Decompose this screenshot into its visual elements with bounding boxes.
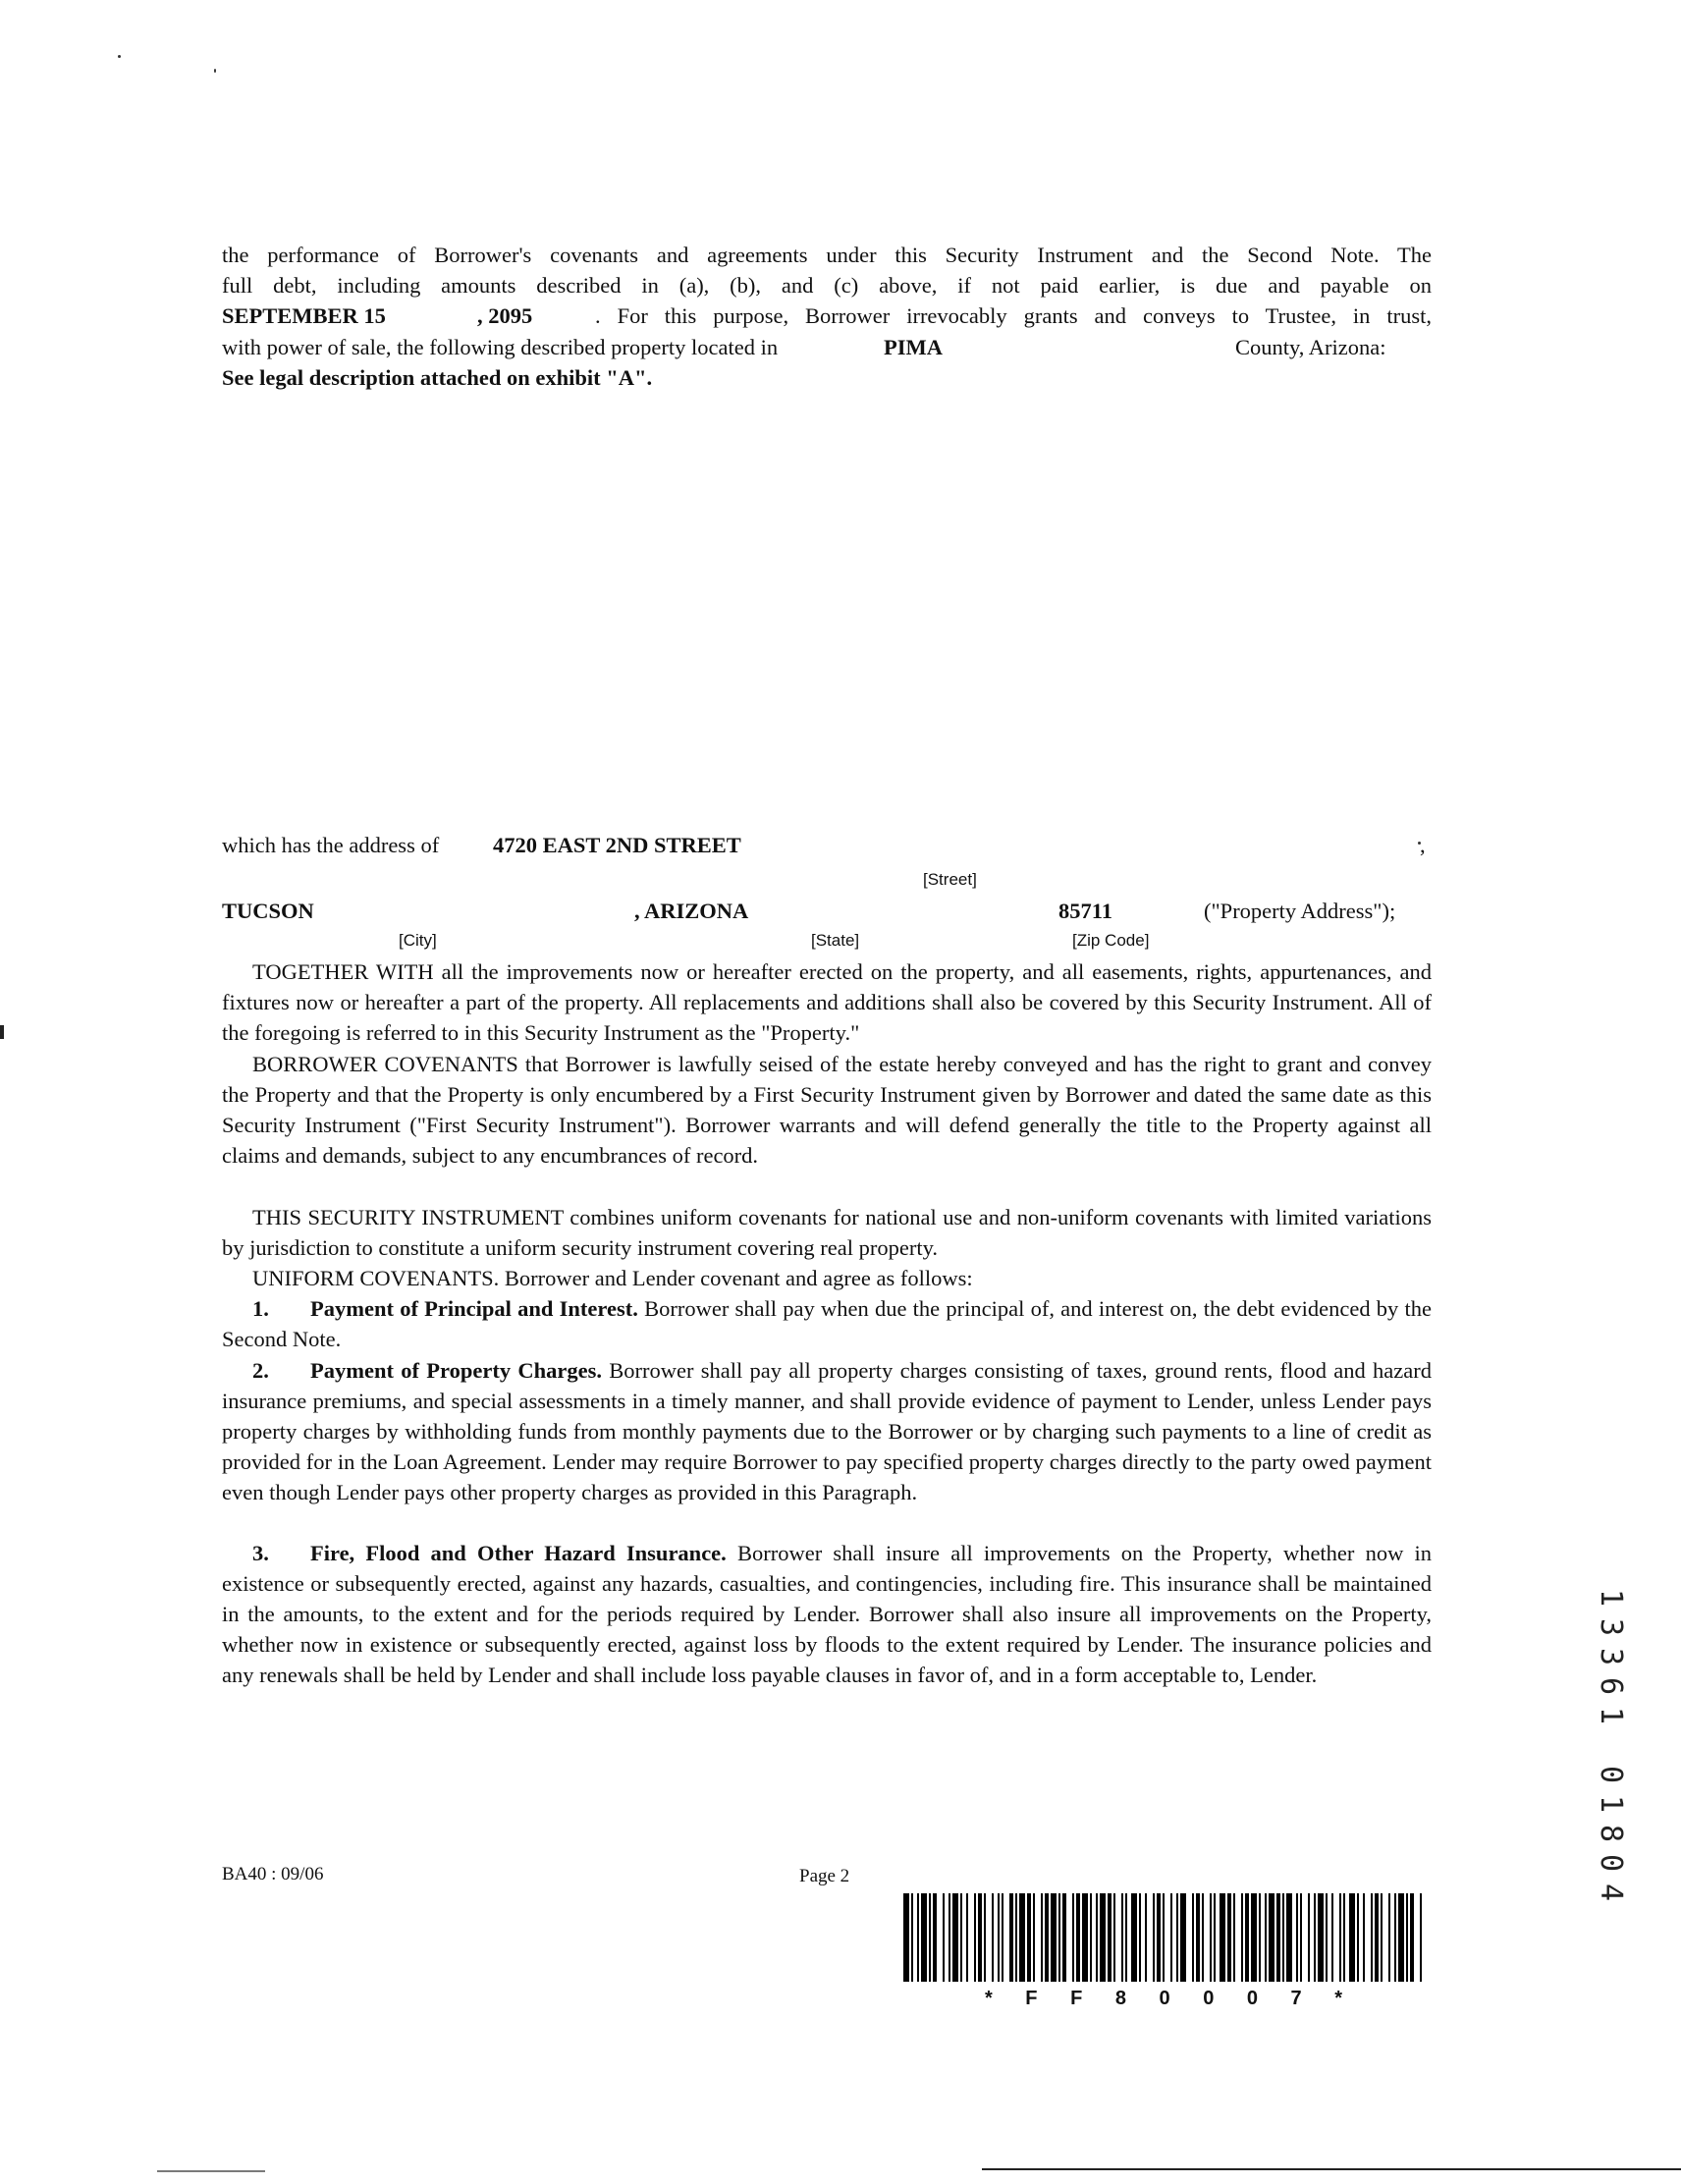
barcode-bar	[1192, 1893, 1194, 1982]
barcode-bars	[903, 1893, 1422, 1982]
city-caption: [City]	[399, 931, 437, 950]
barcode-bar	[1072, 1893, 1074, 1982]
barcode-bar	[1076, 1893, 1080, 1982]
barcode-bar	[1388, 1893, 1390, 1982]
covenant-2-paragraph	[222, 1355, 1432, 1507]
intro-line-1: the performance of Borrower's covenants and agreements under this Security Instrument and the Second Note. The	[222, 243, 1432, 267]
barcode-bar	[984, 1893, 986, 1982]
county-suffix: County, Arizona:	[1235, 335, 1386, 359]
due-date-year: , 2095	[477, 303, 533, 328]
barcode-bar	[1357, 1893, 1359, 1982]
covenant-1-title: Payment of Principal and Interest.	[310, 1296, 638, 1321]
zip-caption: [Zip Code]	[1072, 931, 1150, 950]
side-number-char: 6	[1594, 1676, 1628, 1696]
barcode	[901, 1893, 1426, 1988]
barcode-bar	[1062, 1893, 1066, 1982]
barcode-bar	[1090, 1893, 1092, 1982]
scan-speck	[214, 69, 216, 73]
street-caption: [Street]	[923, 870, 977, 889]
barcode-bar	[1381, 1893, 1383, 1982]
barcode-bar	[1196, 1893, 1200, 1982]
barcode-bar	[1406, 1893, 1408, 1982]
barcode-bar	[978, 1893, 982, 1982]
scan-edge-line	[982, 2168, 1681, 2170]
covenant-3-title: Fire, Flood and Other Hazard Insurance.	[310, 1541, 727, 1565]
barcode-bar	[1125, 1893, 1127, 1982]
barcode-bar	[1286, 1893, 1292, 1982]
property-zip: 85711	[1058, 899, 1113, 923]
barcode-bar	[1176, 1893, 1178, 1982]
uniform-covenants-text: UNIFORM COVENANTS. Borrower and Lender covenant and agree as follows:	[252, 1266, 973, 1290]
barcode-bar	[1308, 1893, 1310, 1982]
barcode-bar	[1296, 1893, 1298, 1982]
barcode-bar	[1331, 1893, 1333, 1982]
barcode-bar	[1180, 1893, 1186, 1982]
barcode-bar	[1410, 1893, 1414, 1982]
barcode-bar	[1227, 1893, 1231, 1982]
form-code: BA40 : 09/06	[222, 1864, 324, 1884]
covenant-2-body: Borrower shall pay all property charges consisting of taxes, ground rents, flood and hazard insurance premiums, and special assessments in a timely manner, and shall provide evidence of payment to Lender, unless Lender pays property charges by withholding funds from monthly payments due to the Borrower or by charging such payments to a line of credit as provided for in the Loan Agreement. Lender may require Borrower to pay specified property charges directly to the party owed payment even though Lender pays other property charges as provided in this Paragraph.	[222, 1358, 1432, 1504]
barcode-bar	[1121, 1893, 1123, 1982]
barcode-bar	[1326, 1893, 1328, 1982]
barcode-bar	[903, 1893, 909, 1982]
side-number-char: 1	[1594, 1588, 1628, 1608]
this-security-instrument-paragraph	[222, 1202, 1432, 1263]
borrower-covenants-text: BORROWER COVENANTS that Borrower is lawfully seised of the estate hereby conveyed and has the right to grant and convey the Property and that the Property is only encumbered by a First Security Instrument given by Borrower and dated the same date as this Security Instrument ("First Security Instrument"). Borrower warrants and will defend generally the title to the Property against all claims and demands, subject to any encumbrances of record.	[222, 1052, 1432, 1168]
barcode-bar	[1220, 1893, 1225, 1982]
barcode-bar	[974, 1893, 976, 1982]
barcode-bar	[1163, 1893, 1165, 1982]
covenant-3-number: 3.	[252, 1541, 269, 1565]
borrower-covenants-paragraph	[222, 1049, 1432, 1171]
barcode-bar	[921, 1893, 927, 1982]
barcode-bar	[1131, 1893, 1137, 1982]
barcode-bar	[943, 1893, 945, 1982]
covenant-3-body: Borrower shall insure all improvements on the Property, whether now in existence or subsequently erected, against any hazards, casualties, and contingencies, including fire. This insurance shall be maintained in the amounts, to the extent and for the periods required by Lender. Borrower shall also insure all improvements on the Property, whether now in existence or subsequently erected, against loss by floods to the extent required by Lender. The insurance policies and any renewals shall be held by Lender and shall include loss payable clauses in favor of, and in a form acceptable to, Lender.	[222, 1541, 1433, 1687]
barcode-bar	[1259, 1893, 1261, 1982]
covenant-3-paragraph	[222, 1538, 1432, 1690]
barcode-bar	[1096, 1893, 1098, 1982]
barcode-bar	[1349, 1893, 1355, 1982]
together-with-paragraph	[222, 956, 1432, 1048]
barcode-bar	[1210, 1893, 1212, 1982]
barcode-bar	[1027, 1893, 1031, 1982]
barcode-bar	[917, 1893, 919, 1982]
barcode-bar	[1233, 1893, 1235, 1982]
property-city: TUCSON	[222, 899, 314, 923]
side-number-char: 0	[1594, 1765, 1628, 1784]
barcode-bar	[960, 1893, 962, 1982]
barcode-bar	[1145, 1893, 1147, 1982]
state-caption: [State]	[811, 931, 860, 950]
side-number-char: 3	[1594, 1617, 1628, 1637]
side-number-char: 0	[1594, 1853, 1628, 1873]
barcode-bar	[1343, 1893, 1345, 1982]
barcode-bar	[1420, 1893, 1422, 1982]
barcode-bar	[1251, 1893, 1257, 1982]
barcode-bar	[1241, 1893, 1243, 1982]
barcode-bar	[1108, 1893, 1112, 1982]
barcode-bar	[1339, 1893, 1341, 1982]
barcode-bar	[1282, 1893, 1284, 1982]
covenant-2-title: Payment of Property Charges.	[310, 1358, 602, 1383]
side-number-char: 3	[1594, 1647, 1628, 1666]
barcode-bar	[1398, 1893, 1404, 1982]
barcode-bar	[1265, 1893, 1267, 1982]
barcode-bar	[1245, 1893, 1249, 1982]
barcode-bar	[1153, 1893, 1155, 1982]
barcode-bar	[1100, 1893, 1106, 1982]
intro-line-3: . For this purpose, Borrower irrevocably grants and conveys to Trustee, in trust,	[595, 303, 1432, 328]
property-street: 4720 EAST 2ND STREET	[493, 833, 741, 857]
barcode-bar	[1314, 1893, 1316, 1982]
barcode-bar	[949, 1893, 950, 1982]
barcode-bar	[911, 1893, 913, 1982]
scan-speck	[118, 55, 121, 58]
barcode-bar	[1371, 1893, 1373, 1982]
due-date-month-day: SEPTEMBER 15	[222, 303, 386, 328]
barcode-text: * F F 8 0 0 0 7 *	[984, 1988, 1343, 2009]
barcode-bar	[992, 1893, 994, 1982]
barcode-bar	[1202, 1893, 1204, 1982]
covenant-2-number: 2.	[252, 1358, 269, 1383]
barcode-bar	[952, 1893, 958, 1982]
barcode-bar	[1269, 1893, 1274, 1982]
intro-line-4: with power of sale, the following described property located in	[222, 335, 779, 359]
barcode-bar	[929, 1893, 931, 1982]
barcode-bar	[1394, 1893, 1396, 1982]
barcode-bar	[998, 1893, 1000, 1982]
barcode-bar	[1045, 1893, 1049, 1982]
scan-edge-line	[0, 1025, 4, 1039]
together-with-text: TOGETHER WITH all the improvements now or hereafter erected on the property, and all easements, rights, appurtenances, and fixtures now or hereafter a part of the property. All replacements and additions shall also be covered by this Security Instrument. All of the foregoing is referred to in this Security Instrument as the "Property."	[222, 959, 1432, 1045]
uniform-covenants-paragraph	[222, 1263, 1432, 1293]
page-number: Page 2	[799, 1866, 850, 1886]
barcode-bar	[1318, 1893, 1324, 1982]
side-number-char: 1	[1594, 1706, 1628, 1725]
barcode-bar	[1276, 1893, 1280, 1982]
side-document-number	[1591, 1583, 1630, 1907]
covenant-1-body: Borrower shall pay when due the principal of, and interest on, the debt evidenced by the Second Note.	[222, 1296, 1433, 1351]
barcode-bar	[933, 1893, 937, 1982]
barcode-bar	[1375, 1893, 1379, 1982]
barcode-bar	[1082, 1893, 1088, 1982]
barcode-bar	[1058, 1893, 1060, 1982]
street-trailing-comma: ,	[1420, 833, 1426, 857]
address-prefix: which has the address of	[222, 833, 440, 857]
barcode-bar	[1363, 1893, 1365, 1982]
barcode-bar	[1139, 1893, 1141, 1982]
side-number-char: 8	[1594, 1824, 1628, 1843]
barcode-bar	[1002, 1893, 1003, 1982]
barcode-bar	[1009, 1893, 1013, 1982]
this-security-instrument-text: THIS SECURITY INSTRUMENT combines uniform covenants for national use and non-uniform covenants with limited variations by jurisdiction to constitute a uniform security instrument covering real property.	[222, 1205, 1432, 1260]
barcode-bar	[966, 1893, 968, 1982]
scan-edge-line	[157, 2170, 265, 2172]
legal-description-reference: See legal description attached on exhibit "A".	[222, 365, 653, 390]
barcode-bar	[1113, 1893, 1115, 1982]
barcode-bar	[1157, 1893, 1161, 1982]
intro-line-2: full debt, including amounts described in (a), (b), and (c) above, if not paid earlier, is due and payable on	[222, 273, 1432, 298]
barcode-bar	[1041, 1893, 1043, 1982]
property-state: , ARIZONA	[634, 899, 749, 923]
covenant-1-number: 1.	[252, 1296, 269, 1321]
property-address-label: ("Property Address");	[1204, 899, 1396, 923]
barcode-bar	[1051, 1893, 1057, 1982]
barcode-bar	[1214, 1893, 1216, 1982]
county-name: PIMA	[884, 335, 943, 359]
side-number-char: 4	[1594, 1883, 1628, 1902]
barcode-bar	[1019, 1893, 1025, 1982]
barcode-bar	[1300, 1893, 1302, 1982]
barcode-bar	[1170, 1893, 1172, 1982]
barcode-bar	[1033, 1893, 1035, 1982]
side-number-char: 1	[1594, 1794, 1628, 1814]
barcode-bar	[1015, 1893, 1017, 1982]
covenant-1-paragraph	[222, 1293, 1432, 1354]
